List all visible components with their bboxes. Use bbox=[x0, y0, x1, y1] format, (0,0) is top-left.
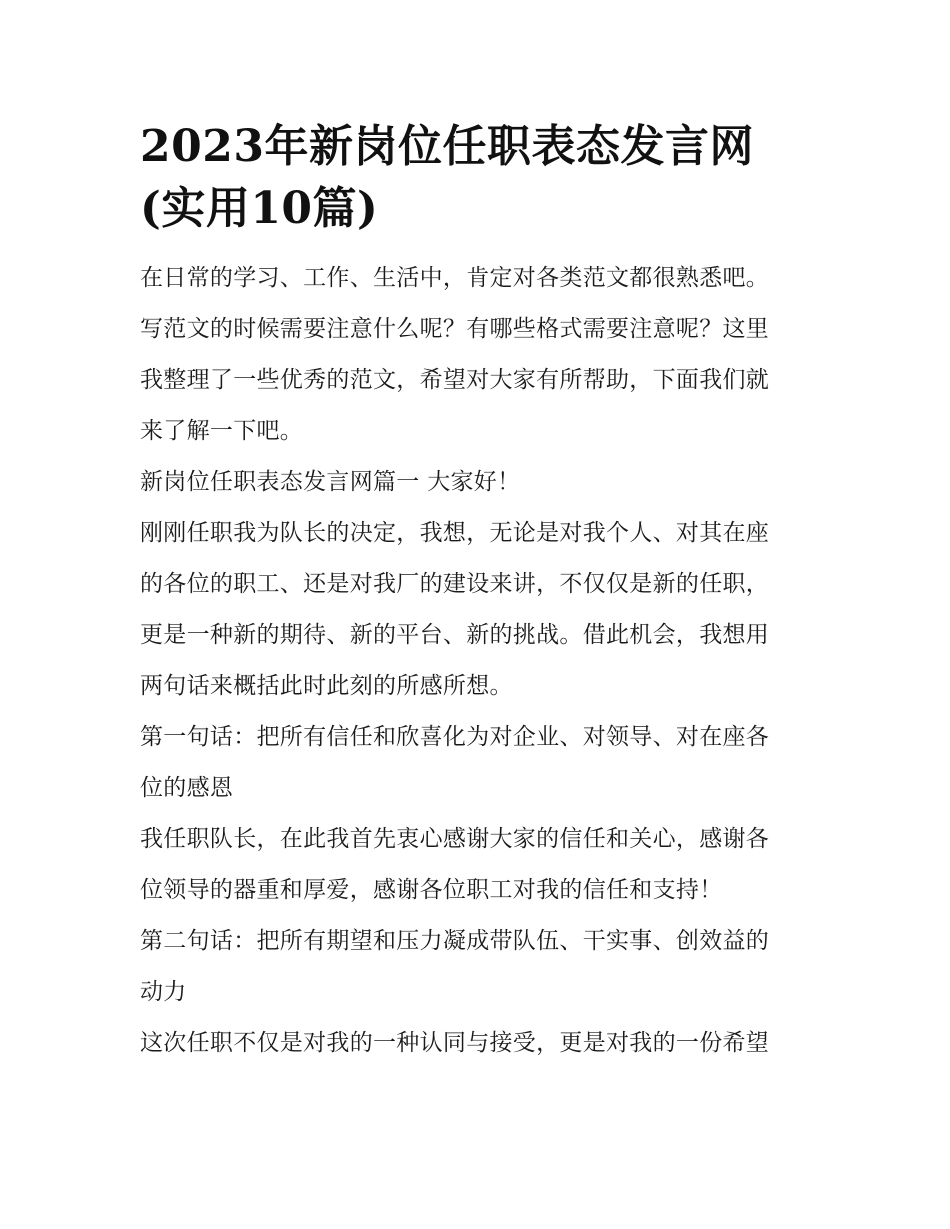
body-line: 写范文的时候需要注意什么呢？有哪些格式需要注意呢？这里 bbox=[140, 316, 770, 342]
body-line: 在日常的学习、工作、生活中，肯定对各类范文都很熟悉吧。 bbox=[140, 265, 770, 291]
document-title bbox=[140, 116, 816, 240]
body-line: 我整理了一些优秀的范文，希望对大家有所帮助，下面我们就 bbox=[140, 367, 770, 393]
title-line-1: 2023年新岗位任职表态发言网 bbox=[140, 121, 754, 172]
document-content bbox=[140, 116, 816, 1069]
body-line: 动力 bbox=[140, 979, 187, 1005]
body-line: 第二句话：把所有期望和压力凝成带队伍、干实事、创效益的 bbox=[140, 928, 770, 954]
body-line: 我任职队长，在此我首先衷心感谢大家的信任和关心，感谢各 bbox=[140, 826, 770, 852]
document-body bbox=[140, 253, 816, 1069]
body-line: 来了解一下吧。 bbox=[140, 418, 304, 444]
body-line: 的各位的职工、还是对我厂的建设来讲，不仅仅是新的任职， bbox=[140, 571, 770, 597]
title-line-2: (实用10篇) bbox=[140, 183, 379, 234]
body-line: 位的感恩 bbox=[140, 775, 234, 801]
body-line: 更是一种新的期待、新的平台、新的挑战。借此机会，我想用 bbox=[140, 622, 770, 648]
body-line: 位领导的器重和厚爱，感谢各位职工对我的信任和支持！ bbox=[140, 877, 723, 903]
body-line: 第一句话：把所有信任和欣喜化为对企业、对领导、对在座各 bbox=[140, 724, 770, 750]
section-heading-line: 新岗位任职表态发言网篇一 大家好！ bbox=[140, 469, 521, 495]
body-line: 这次任职不仅是对我的一种认同与接受，更是对我的一份希望 bbox=[140, 1030, 770, 1056]
body-line: 两句话来概括此时此刻的所感所想。 bbox=[140, 673, 513, 699]
body-line: 刚刚任职我为队长的决定，我想，无论是对我个人、对其在座 bbox=[140, 520, 770, 546]
